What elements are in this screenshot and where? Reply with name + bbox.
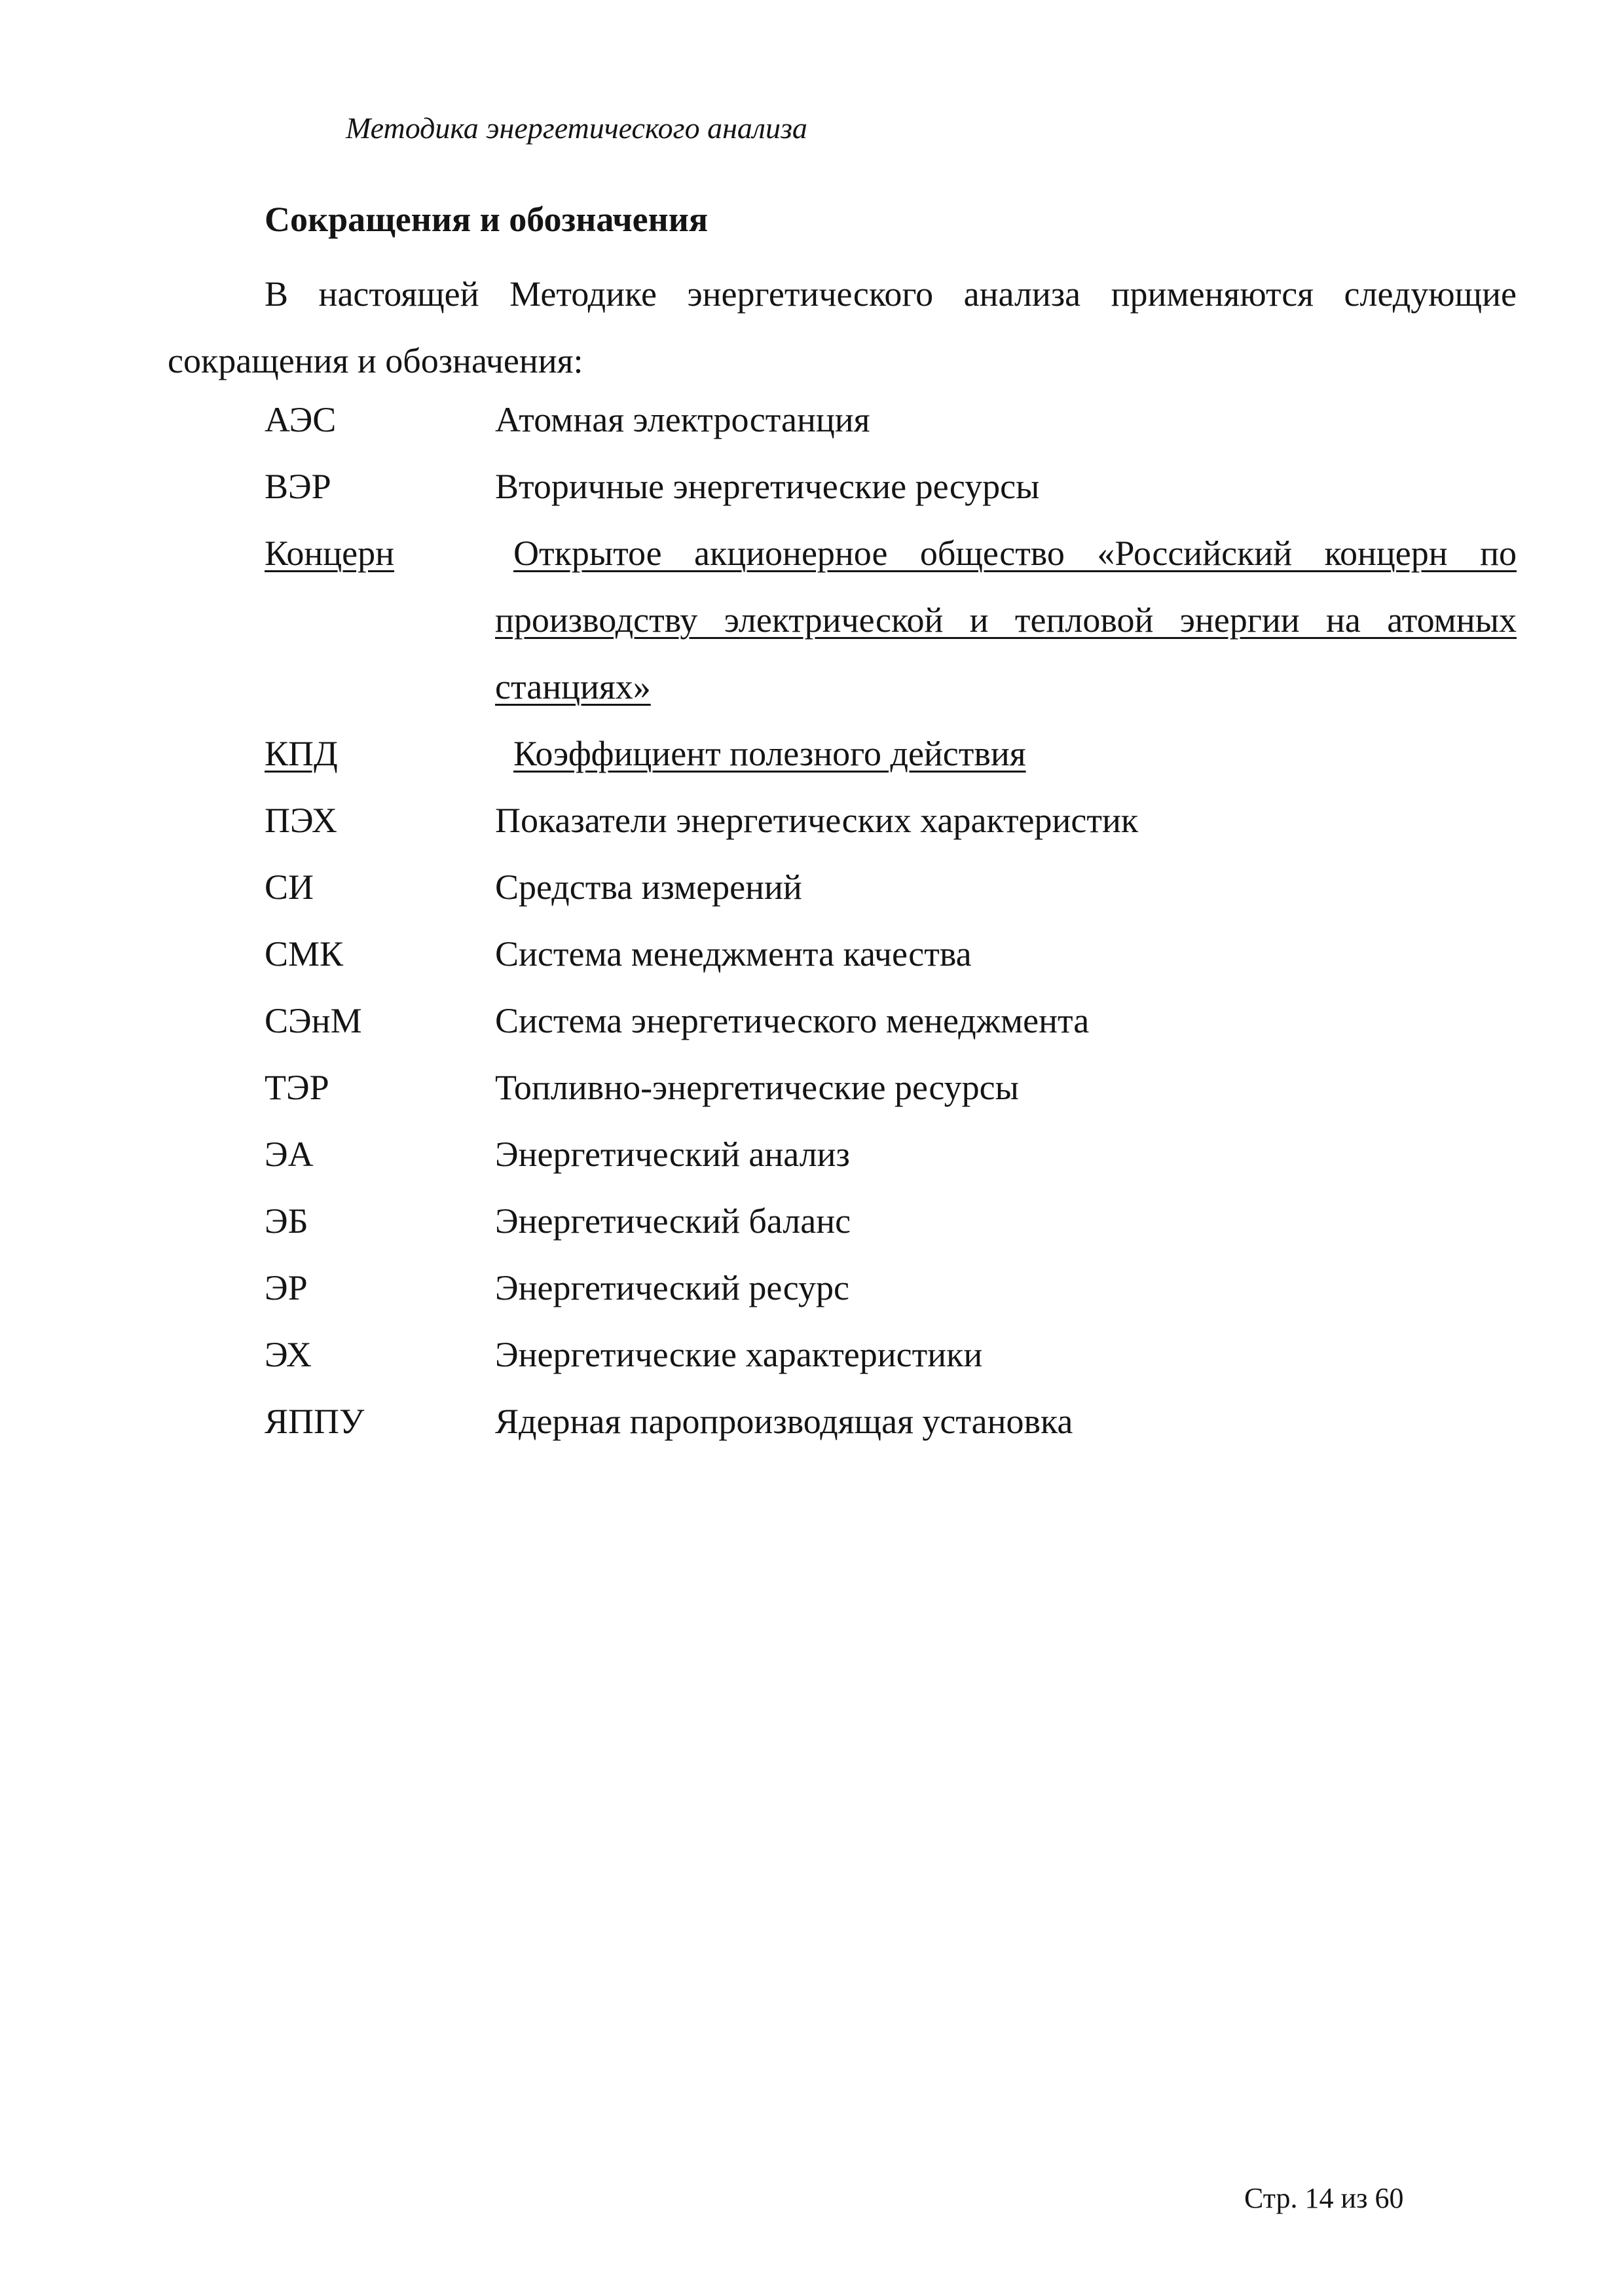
abbreviation-definition-text: Коэффициент полезного действия [513, 734, 1026, 773]
abbreviation-definition: Энергетический баланс [495, 1201, 851, 1241]
abbreviation-row [265, 1254, 1517, 1321]
abbreviation-term: ТЭР [265, 1068, 329, 1107]
abbreviation-definition: Средства измерений [495, 867, 802, 907]
abbreviation-term: АЭС [265, 400, 337, 439]
abbreviation-row [265, 720, 1517, 787]
abbreviation-definition: Атомная электростанция [495, 400, 870, 439]
abbreviation-term: СИ [265, 867, 314, 907]
running-header: Методика энергетического анализа [346, 111, 807, 145]
abbreviation-row [265, 1321, 1517, 1388]
abbreviation-term: ПЭХ [265, 801, 337, 840]
abbreviation-row [265, 453, 1517, 520]
abbreviation-list [265, 386, 1517, 1455]
intro-paragraph: В настоящей Методике энергетического анализа применяются следующие сокращения и обозначения: [168, 274, 1517, 380]
abbreviation-row [265, 787, 1517, 854]
abbreviation-definition: Показатели энергетических характеристик [495, 801, 1139, 840]
abbreviation-row [265, 920, 1517, 987]
abbreviation-row [265, 1188, 1517, 1254]
abbreviation-row [265, 854, 1517, 920]
abbreviation-term: КПД [265, 734, 338, 773]
abbreviation-term: ЭА [265, 1135, 314, 1174]
section-title: Сокращения и обозначения [265, 200, 709, 239]
abbreviation-term: СЭнМ [265, 1001, 362, 1040]
abbreviation-definition: Система энергетического менеджмента [495, 1001, 1090, 1040]
abbreviation-definition-text: Открытое акционерное общество «Российский концерн по производству электрической и тепловой энергии на атомных станциях» [495, 534, 1517, 706]
abbreviation-definition: Энергетический анализ [495, 1135, 850, 1174]
abbreviation-definition: Вторичные энергетические ресурсы [495, 467, 1040, 506]
abbreviation-definition: Ядерная паропроизводящая установка [495, 1402, 1073, 1441]
abbreviation-term: ЭБ [265, 1201, 308, 1241]
abbreviation-term: ЭХ [265, 1335, 312, 1374]
abbreviation-term: ЭР [265, 1268, 308, 1307]
abbreviation-row [265, 987, 1517, 1054]
abbreviation-definition: Энергетические характеристики [495, 1335, 983, 1374]
abbreviation-row [265, 1054, 1517, 1121]
abbreviation-row [265, 1388, 1517, 1455]
page-number: Стр. 14 из 60 [1244, 2182, 1404, 2214]
abbreviation-row [265, 520, 1517, 720]
abbreviation-term: СМК [265, 934, 344, 974]
abbreviation-row [265, 386, 1517, 453]
abbreviation-definition: Топливно-энергетические ресурсы [495, 1068, 1019, 1107]
abbreviation-definition [495, 520, 1517, 720]
abbreviation-definition: Система менеджмента качества [495, 934, 972, 974]
abbreviation-term: Концерн [265, 534, 394, 573]
abbreviation-term: ЯППУ [265, 1402, 365, 1441]
abbreviation-definition [495, 720, 1517, 787]
abbreviation-row [265, 1121, 1517, 1188]
abbreviation-definition: Энергетический ресурс [495, 1268, 849, 1307]
abbreviation-term: ВЭР [265, 467, 331, 506]
